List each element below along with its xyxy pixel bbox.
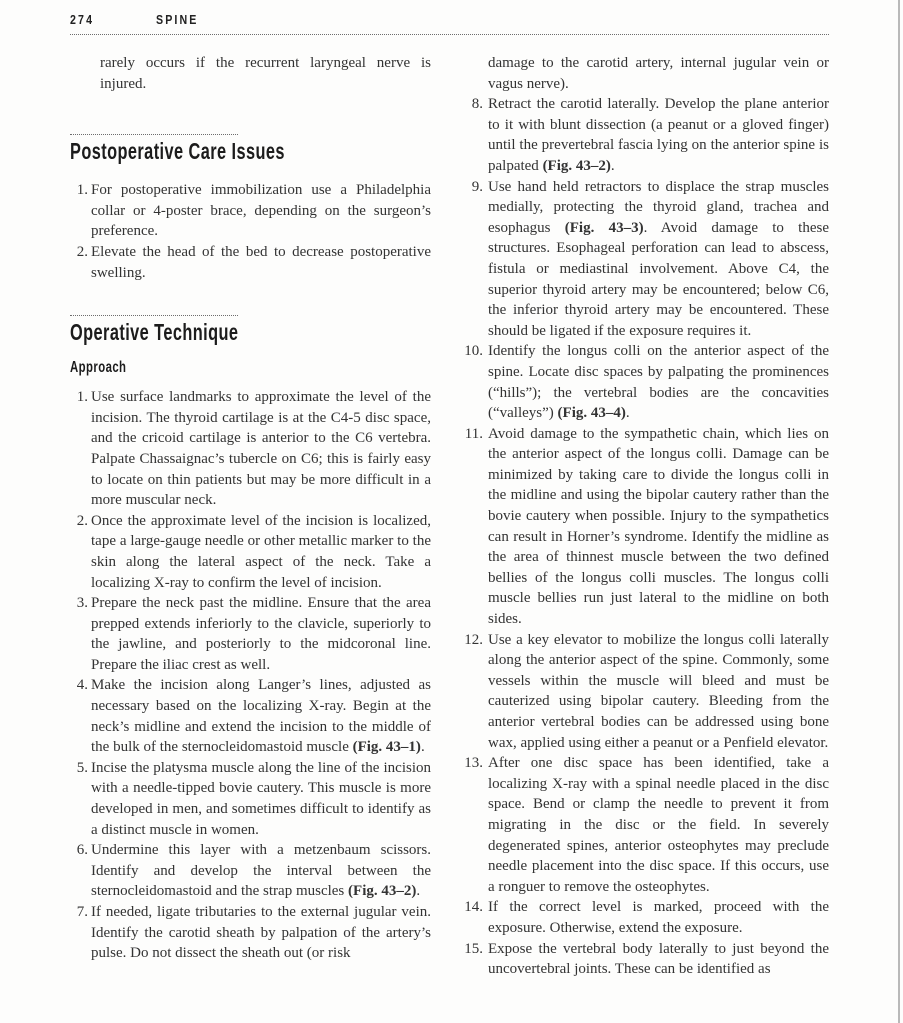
item-text: After one disc space has been identified, take a localizing X-ray with a spinal needle placed in the disc space. Bend or clamp the needle to prevent it from migrating in the disc or the field. In severely degenerated spines, anterior osteophytes may preclude needle placement into the disc space. If this occurs, use a ronguer to remove the osteophytes. bbox=[488, 755, 829, 895]
item-text: Elevate the head of the bed to decrease postoperative swelling. bbox=[91, 243, 431, 281]
item-number: 9. bbox=[471, 178, 483, 195]
approach-list bbox=[70, 387, 431, 964]
list-item bbox=[70, 387, 431, 511]
page-edge-line bbox=[898, 0, 900, 1023]
item-text: Use a key elevator to mobilize the longus colli laterally along the anterior aspect of the spine. Commonly, some vessels within the muscle will bleed and must be cauterized using bipolar cautery. Bleeding from the anterior vertebral bodies can be addressed using bone wax, applied using either a peanut or a Penfield elevator. bbox=[488, 631, 829, 751]
list-item bbox=[70, 180, 431, 242]
text-columns bbox=[70, 48, 829, 1018]
approach-list-continued bbox=[462, 94, 829, 980]
list-item bbox=[462, 753, 829, 897]
item-number: 12. bbox=[464, 631, 483, 648]
item-text: Retract the carotid laterally. Develop the plane anterior to it with blunt dissection (a peanut or a gloved finger) until the prevertebral fascia lying on the anterior spine is palpated (Fig. 43–2). bbox=[488, 96, 829, 174]
list-item bbox=[70, 511, 431, 593]
list-item bbox=[462, 424, 829, 630]
item-text: Expose the vertebral body laterally to just beyond the uncovertebral joints. These can be identified as bbox=[488, 940, 829, 978]
item-number: 1. bbox=[76, 182, 88, 199]
section-rule bbox=[70, 315, 238, 316]
item-number: 6. bbox=[76, 842, 88, 859]
header-rule bbox=[70, 34, 829, 35]
list-item bbox=[462, 939, 829, 980]
list-item bbox=[462, 630, 829, 754]
item-number: 14. bbox=[464, 899, 483, 916]
right-column bbox=[462, 48, 829, 1018]
item-text: If the correct level is marked, proceed with the exposure. Otherwise, extend the exposure. bbox=[488, 899, 829, 936]
page-number: 274 bbox=[70, 13, 95, 27]
item-number: 8. bbox=[471, 96, 483, 113]
list-item bbox=[462, 341, 829, 423]
item-number: 10. bbox=[464, 343, 483, 360]
list-item bbox=[462, 94, 829, 176]
section-title-operative-technique: Operative Technique bbox=[70, 319, 239, 346]
item-text: Identify the longus colli on the anterior aspect of the spine. Locate disc spaces by palpating the prominences (“hills”); the vertebral bodies are the concavities (“valleys”) (Fig. 43–4). bbox=[488, 343, 829, 422]
item-number: 3. bbox=[76, 595, 88, 612]
section-title-postoperative-care: Postoperative Care Issues bbox=[70, 138, 285, 165]
item-number: 2. bbox=[76, 243, 88, 260]
item-number: 13. bbox=[464, 755, 483, 772]
item-text: Avoid damage to the sympathetic chain, which lies on the anterior aspect of the longus colli. Damage can be minimized by taking care to divide the longus colli in the midline and using the bipolar cautery rather than the bovie cautery when possible. Injury to the sympathetics can result in Horner’s syndrome. Identify the midline as the area of thinnest muscle between the two defined bellies of the longus colli muscles. The longus colli muscle bellies run just lateral to the midline on both sides. bbox=[488, 425, 829, 628]
subsection-title-approach: Approach bbox=[70, 359, 127, 377]
list-item bbox=[462, 897, 829, 938]
list-item bbox=[70, 675, 431, 757]
item-number: 7. bbox=[76, 904, 88, 920]
postop-list bbox=[70, 180, 431, 283]
list-item bbox=[70, 902, 431, 964]
item-text: Use surface landmarks to approximate the level of the incision. The thyroid cartilage is at the C4-5 disc space, and the cricoid cartilage is anterior to the C6 vertebra. Palpate Chassaignac’s tubercle on C6; this is fairly easy to locate on thin patients but may be more difficult in a more muscular neck. bbox=[91, 389, 431, 509]
running-head: SPINE bbox=[156, 13, 199, 27]
page-header bbox=[70, 11, 829, 29]
section-rule bbox=[70, 134, 238, 135]
list-item bbox=[462, 177, 829, 342]
item-text: Incise the platysma muscle along the line of the incision with a needle-tipped bovie cautery. This muscle is more developed in men, and sometimes difficult to identify as a distinct muscle in women. bbox=[91, 759, 431, 838]
section-postoperative-care bbox=[70, 134, 431, 283]
paragraph-continuation: rarely occurs if the recurrent laryngeal nerve is injured. bbox=[100, 55, 431, 92]
item-number: 5. bbox=[76, 759, 88, 776]
item-text: Use hand held retractors to displace the strap muscles medially, protecting the thyroid gland, trachea and esophagus (Fig. 43–3). Avoid damage to these structures. Esophageal perforation can lead to abscess, fistula or mediastinal involvement. Above C4, the superior thyroid artery may be encountered; below C6, the inferior thyroid artery may be encountered. These should be ligated if the exposure requires it. bbox=[488, 178, 830, 339]
item-text: Prepare the neck past the midline. Ensure that the area prepped extends inferiorly to the clavicle, superiorly to the jawline, and posteriorly to the midcoronal line. Prepare the iliac crest as well. bbox=[91, 595, 431, 673]
item7-continuation: damage to the carotid artery, internal jugular vein or vagus nerve). bbox=[488, 55, 829, 92]
section-operative-technique bbox=[70, 315, 431, 964]
list-item bbox=[70, 840, 431, 902]
item-number: 11. bbox=[464, 425, 483, 442]
item-text: For postoperative immobilization use a Philadelphia collar or 4-poster brace, depending on the surgeon’s preference. bbox=[91, 182, 431, 240]
list-item bbox=[70, 593, 431, 675]
list-item bbox=[70, 758, 431, 840]
item-text: Once the approximate level of the incision is localized, tape a large-gauge needle or other metallic marker to the skin along the lateral aspect of the neck. Take a localizing X-ray to confirm the level of incision. bbox=[91, 512, 431, 591]
list-item bbox=[70, 242, 431, 283]
item-number: 2. bbox=[76, 512, 88, 529]
item-number: 4. bbox=[76, 677, 88, 694]
left-column bbox=[70, 48, 431, 1018]
item-number: 1. bbox=[76, 389, 88, 406]
item-text: Make the incision along Langer’s lines, adjusted as necessary based on the localizing X-ray. Begin at the neck’s midline and extend the incision to the middle of the bulk of the sternocleidomastoid muscle (Fig. 43–1). bbox=[91, 677, 431, 756]
item-text: If needed, ligate tributaries to the external jugular vein. Identify the carotid sheath by palpation of the artery’s pulse. Do not dissect the sheath out (or risk bbox=[91, 904, 431, 962]
item-number: 15. bbox=[464, 940, 483, 957]
item-text: Undermine this layer with a metzenbaum scissors. Identify and develop the interval between the sternocleidomastoid and the strap muscles (Fig. 43–2). bbox=[91, 842, 431, 900]
